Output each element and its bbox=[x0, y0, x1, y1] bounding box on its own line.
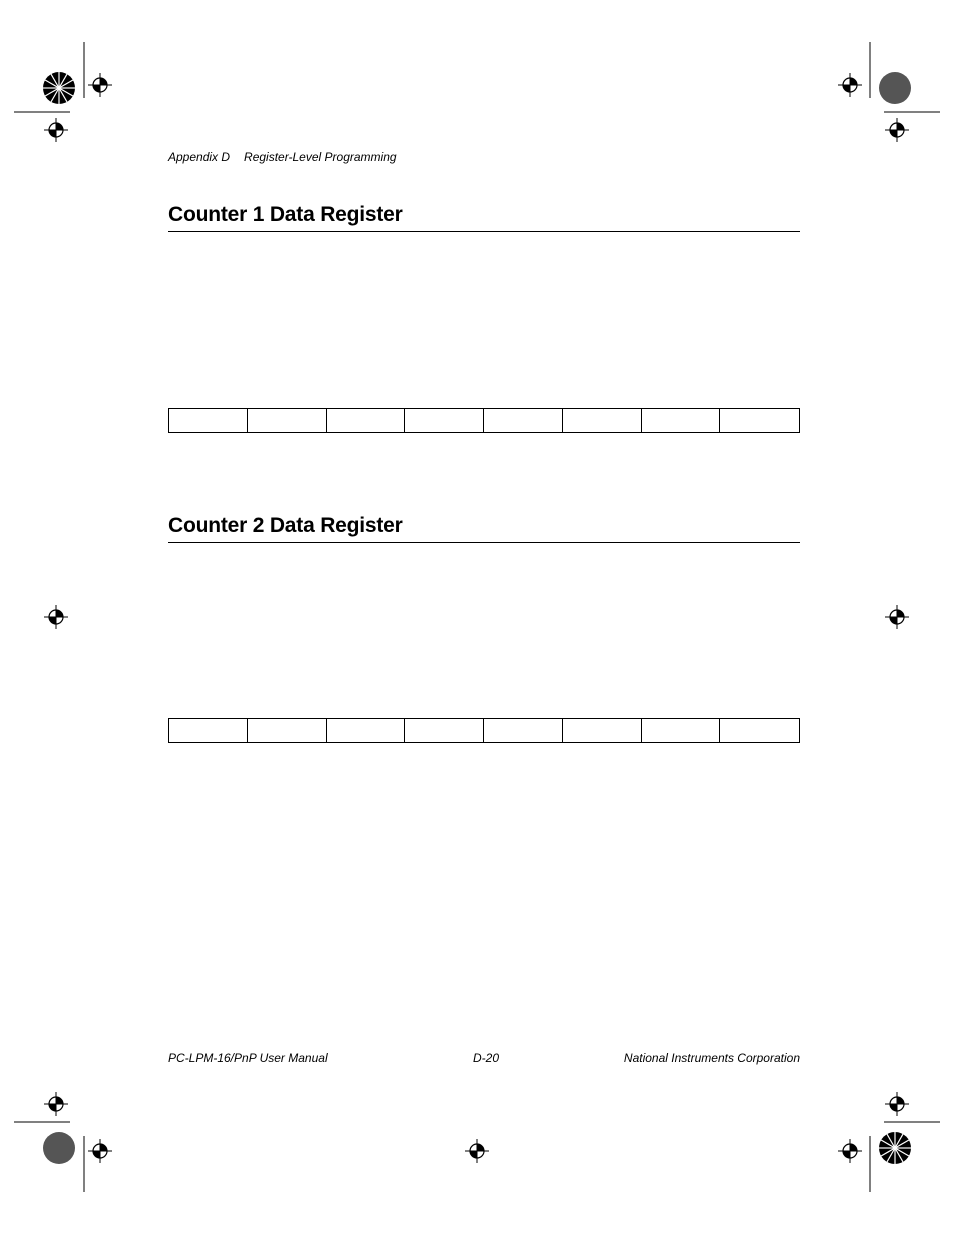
bit-cell bbox=[169, 409, 248, 432]
halftone-target-icon bbox=[879, 72, 911, 104]
registration-target-icon bbox=[885, 605, 909, 629]
registration-target-icon bbox=[885, 1092, 909, 1116]
bit-cell bbox=[327, 719, 406, 742]
bit-cell bbox=[642, 719, 721, 742]
halftone-target-icon bbox=[43, 1132, 75, 1164]
star-target-icon bbox=[879, 1132, 911, 1164]
bit-cell bbox=[720, 409, 799, 432]
bit-cell bbox=[563, 409, 642, 432]
registration-target-icon bbox=[838, 1139, 862, 1163]
registration-target-icon bbox=[44, 118, 68, 142]
bit-cell bbox=[327, 409, 406, 432]
bit-cell bbox=[720, 719, 799, 742]
registration-target-icon bbox=[44, 1092, 68, 1116]
appendix-label: Appendix D bbox=[168, 150, 231, 164]
section-heading-counter-1: Counter 1 Data Register bbox=[168, 203, 800, 232]
bit-cell bbox=[248, 719, 327, 742]
registration-target-icon bbox=[838, 73, 862, 97]
footer-company: National Instruments Corporation bbox=[623, 1051, 800, 1065]
appendix-title: Register-Level Programming bbox=[244, 150, 397, 164]
bit-cell bbox=[563, 719, 642, 742]
footer-manual-title: PC-LPM-16/PnP User Manual bbox=[168, 1051, 328, 1065]
bit-cell bbox=[169, 719, 248, 742]
registration-target-icon bbox=[885, 118, 909, 142]
bit-cell bbox=[484, 409, 563, 432]
registration-target-icon bbox=[465, 1139, 489, 1163]
star-target-icon bbox=[43, 72, 75, 104]
register-bit-table-counter-2 bbox=[168, 718, 800, 743]
footer-page-number: D-20 bbox=[473, 1051, 500, 1065]
registration-target-icon bbox=[88, 1139, 112, 1163]
bit-cell bbox=[405, 409, 484, 432]
bit-cell bbox=[405, 719, 484, 742]
bit-cell bbox=[248, 409, 327, 432]
register-bit-table-counter-1 bbox=[168, 408, 800, 433]
registration-target-icon bbox=[44, 605, 68, 629]
bit-cell bbox=[642, 409, 721, 432]
section-heading-counter-2: Counter 2 Data Register bbox=[168, 514, 800, 543]
bit-cell bbox=[484, 719, 563, 742]
running-header bbox=[168, 150, 397, 164]
registration-target-icon bbox=[88, 73, 112, 97]
